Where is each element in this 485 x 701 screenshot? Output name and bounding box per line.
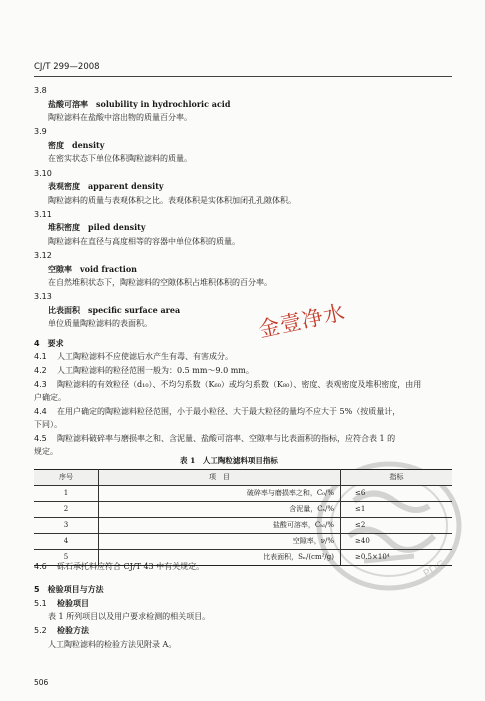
term-definition-3-9: 在密实状态下单位体积陶粒滤料的质量。 [48,154,192,163]
item-4-3-text: 陶粒滤料的有效粒径（d₁₀）、不均匀系数（K₆₀）或均匀系数（K₈₀）、密度、表观密度及堆积密度，由用 [57,380,422,389]
term-definition-3-10: 陶粒滤料的质量与表观体积之比。表观体积是实体积加闭孔孔隙体积。 [48,196,296,205]
table-header-item: 项 目 [99,470,341,486]
item-4-2-text: 人工陶粒滤料的粒径范围一般为：0.5 mm～9.0 mm。 [57,366,254,375]
table-cell-item: 盐酸可溶率，Cₕₗ/% [99,518,341,534]
item-4-1-number: 4.1 [34,352,47,361]
table-row [34,534,452,550]
svg-text:PDG: PDG [421,557,448,581]
table-cell-index: 1 [34,486,99,502]
table-cell-item: 破碎率与磨损率之和，C₀/% [99,486,341,502]
table-cell-index: 5 [34,550,99,566]
table-cell-item: 含泥量，Cₛ/% [99,502,341,518]
item-4-2-number: 4.2 [34,366,47,375]
table-header-limit: 指标 [341,470,453,486]
item-4-3-number: 4.3 [34,380,47,389]
section-5-1-text: 表 1 所列项目以及用户要求检测的相关项目。 [48,612,211,621]
table-header-row [34,470,452,486]
section-4-heading: 4 要求 [34,339,64,348]
standard-code-header: CJ/T 299—2008 [34,62,100,72]
item-4-6-number: 4.6 [34,562,47,571]
section-5-2-number: 5.2 [34,626,47,635]
table-1-caption: 表 1 人工陶粒滤料项目指标 [180,456,278,465]
term-definition-3-13: 单位质量陶粒滤料的表面积。 [48,319,152,328]
table-row [34,518,452,534]
term-number-3-9: 3.9 [34,127,47,136]
term-number-3-10: 3.10 [34,169,52,178]
item-4-6-text: 砾石承托料应符合 CJ/T 43 中有关规定。 [57,562,205,571]
section-5-heading: 5 检验项目与方法 [34,585,104,594]
item-4-3-continuation: 户确定。 [34,393,66,402]
item-4-5-continuation: 规定。 [34,447,58,456]
item-4-4-text: 在用户确定的陶粒滤料粒径范围，小于最小粒径、大于最大粒径的量均不应大于 5%（按质量计， [57,407,401,416]
table-header-index: 序号 [34,470,99,486]
item-4-5-number: 4.5 [34,434,47,443]
table-row [34,502,452,518]
item-4-4-number: 4.4 [34,407,47,416]
table-cell-index: 2 [34,502,99,518]
table-cell-item: 空隙率，ν/% [99,534,341,550]
term-title-3-11: 堆积密度 piled density [48,222,146,232]
section-5-1-number: 5.1 [34,599,47,608]
term-title-3-9: 密度 density [48,140,105,150]
table-cell-index: 3 [34,518,99,534]
table-cell-limit: ≤6 [341,486,453,502]
term-number-3-8: 3.8 [34,86,47,95]
page-number: 506 [34,678,49,687]
section-5-2-title: 检验方法 [57,625,89,635]
table-cell-limit: ≤1 [341,502,453,518]
term-title-3-10: 表观密度 apparent density [48,181,164,191]
item-4-5-text: 陶粒滤料破碎率与磨损率之和、含泥量、盐酸可溶率、空隙率与比表面积的指标，应符合表 1 的 [57,434,396,443]
watermark-stamp: 金壹净水 [256,300,348,342]
section-5-1-title: 检验项目 [57,598,89,608]
table-1 [34,469,452,566]
term-number-3-13: 3.13 [34,292,52,301]
term-definition-3-11: 陶粒滤料在直径与高度相等的容器中单位体积的质量。 [48,237,240,246]
table-cell-limit: ≥40 [341,534,453,550]
table-cell-item: 比表面积，Sₙ/(cm²/g) [99,550,341,566]
term-number-3-11: 3.11 [34,210,52,219]
table-cell-limit: ≥0.5×10⁴ [341,550,453,566]
header-rule [34,76,452,77]
section-5-2-text: 人工陶粒滤料的检验方法见附录 A。 [48,640,177,649]
table-cell-limit: ≤2 [341,518,453,534]
item-4-1-text: 人工陶粒滤料不应使滤后水产生有毒、有害成分。 [57,352,233,361]
term-definition-3-8: 陶粒滤料在盐酸中溶出物的质量百分率。 [48,113,192,122]
term-definition-3-12: 在自然堆积状态下，陶粒滤料的空隙体积占堆积体积的百分率。 [48,278,272,287]
term-title-3-8: 盐酸可溶率 solubility in hydrochloric acid [48,99,231,109]
item-4-4-continuation: 下同）。 [34,420,62,429]
table-cell-index: 4 [34,534,99,550]
term-number-3-12: 3.12 [34,251,52,260]
term-title-3-13: 比表面积 specific surface area [48,305,181,315]
term-title-3-12: 空隙率 void fraction [48,264,137,274]
table-row [34,486,452,502]
